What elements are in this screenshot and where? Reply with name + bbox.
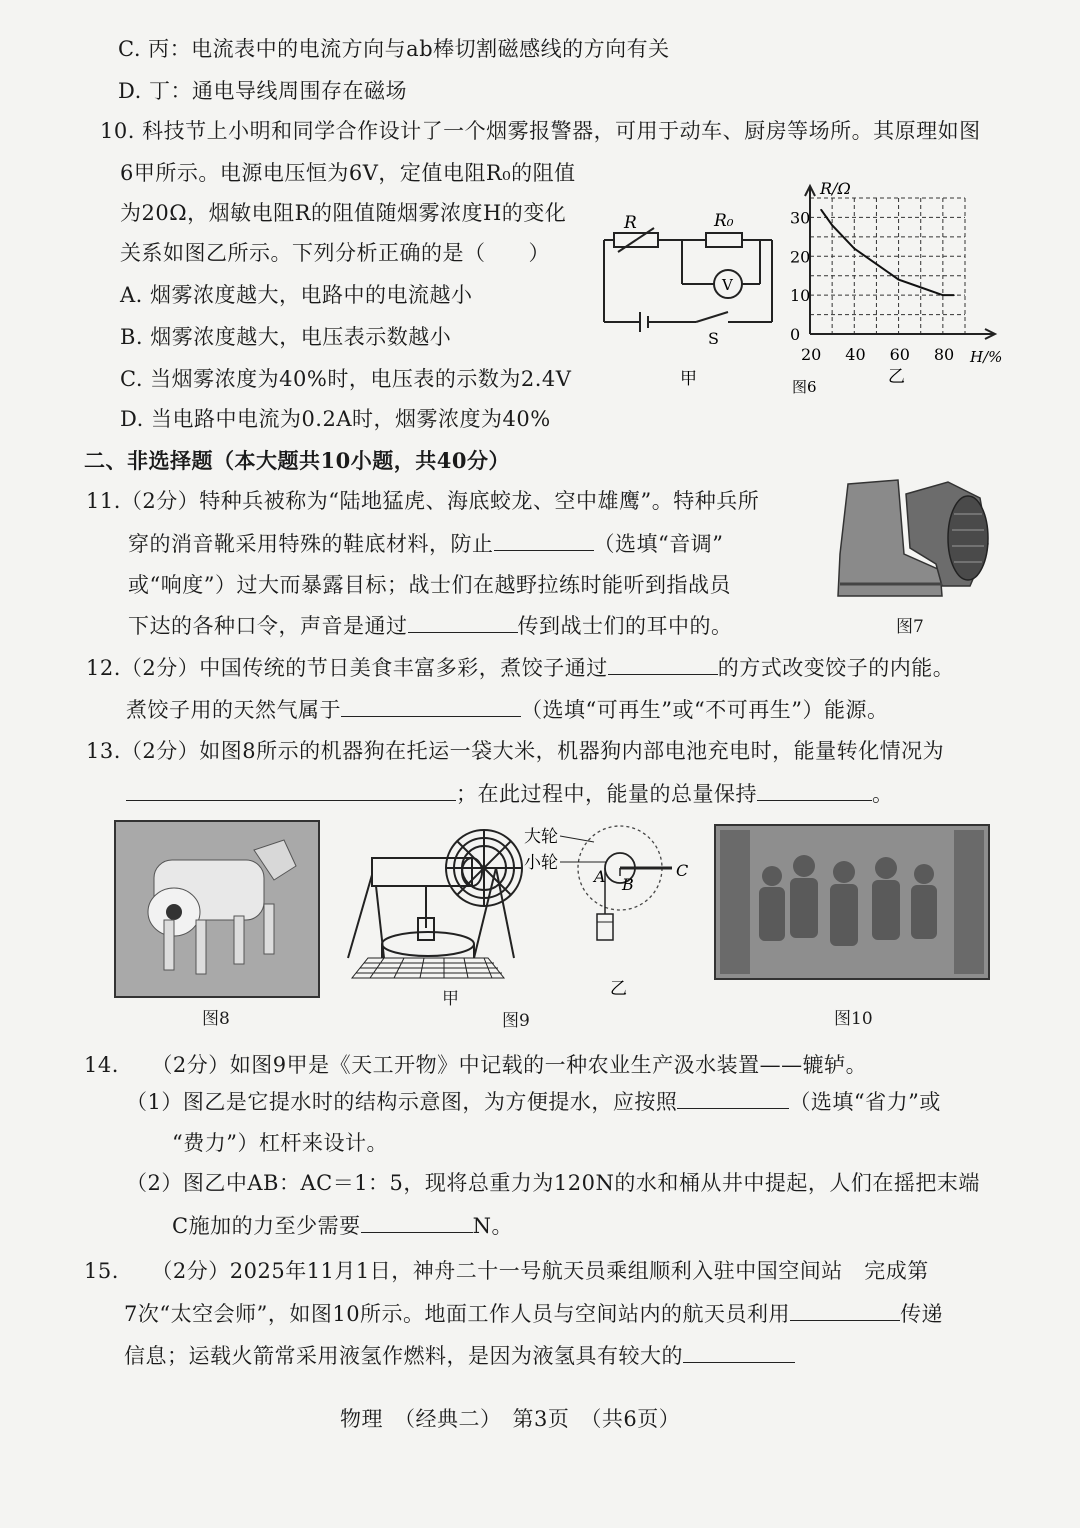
graph-xlabel: H/% xyxy=(970,348,1003,366)
resistance-concentration-graph xyxy=(790,180,1020,400)
q11-line1: 11.（2分）特种兵被称为“陆地猛虎、海底蛟龙、空中雄鹰”。特种兵所 xyxy=(86,489,760,513)
q11-blank2[interactable] xyxy=(408,610,518,633)
q12-line1: 12.（2分）中国传统的节日美食丰富多彩，煮饺子通过 的方式改变饺子的内能。 xyxy=(86,652,954,683)
q10-stem-line4: 关系如图乙所示。下列分析正确的是（ ） xyxy=(120,241,550,265)
q11-line3: 或“响度”）过大而暴露目标；战士们在越野拉练时能听到指战员 xyxy=(128,573,731,597)
q15-blank1[interactable] xyxy=(790,1298,900,1321)
q15-blank2[interactable] xyxy=(683,1340,795,1363)
y-tick-label: 30 xyxy=(790,208,811,228)
q10-option-c: C. 当烟雾浓度为40%时，电压表的示数为2.4V xyxy=(120,367,572,391)
q13-line1: 13.（2分）如图8所示的机器狗在托运一袋大米，机器狗内部电池充电时，能量转化情况为 xyxy=(86,739,945,763)
graph-caption: 乙 xyxy=(888,367,905,387)
page-footer: 物理 （经典二） 第3页 （共6页） xyxy=(340,1407,681,1431)
label-small-wheel: 小轮 xyxy=(524,853,558,873)
graph-ylabel: R/Ω xyxy=(820,180,851,198)
figure8-robot-dog-photo xyxy=(114,820,320,998)
q12-blank1[interactable] xyxy=(608,652,718,675)
figure9b-wheel-axle-schematic xyxy=(520,818,710,998)
figure9a-windlass-drawing xyxy=(344,818,534,988)
curve-point xyxy=(853,248,855,250)
curve-point xyxy=(920,287,922,289)
curve-point xyxy=(942,294,944,296)
q15-line1: 15. （2分）2025年11月1日，神舟二十一号航天员乘组顺利入驻中国空间站 完成第 xyxy=(84,1259,929,1283)
q10-stem-line2: 6甲所示。电源电压恒为6V，定值电阻R₀的阻值 xyxy=(120,161,576,185)
curve-point xyxy=(898,279,900,281)
label-r0: R₀ xyxy=(714,211,734,231)
x-tick-label: 20 xyxy=(801,345,822,364)
y-tick-label: 20 xyxy=(790,247,811,267)
x-tick-label: 60 xyxy=(889,345,910,364)
q11-blank1[interactable] xyxy=(494,528,594,551)
q15-line2: 7次“太空会师”，如图10所示。地面工作人员与空间站内的航天员利用 传递 xyxy=(124,1298,943,1329)
circuit-caption: 甲 xyxy=(680,369,697,389)
circuit-diagram xyxy=(596,200,786,396)
fixed-resistor-r0 xyxy=(706,233,742,247)
q14-part1-cont: “费力”）杠杆来设计。 xyxy=(172,1131,388,1155)
r-vs-h-curve xyxy=(821,210,954,295)
label-c: C xyxy=(676,861,689,880)
q14-line1: 14. （2分）如图9甲是《天工开物》中记载的一种农业生产汲水装置——辘轳。 xyxy=(84,1053,868,1077)
section2-heading: 二、非选择题（本大题共10小题，共40分） xyxy=(84,448,510,473)
curve-point xyxy=(876,263,878,265)
q14-part2: （2）图乙中AB：AC＝1：5，现将总重力为120N的水和桶从井中提起，人们在摇把末端 xyxy=(126,1171,980,1195)
label-b: B xyxy=(622,875,634,894)
figure9a-caption: 甲 xyxy=(442,989,459,1009)
q14-part1: （1）图乙是它提水时的结构示意图，为方便提水，应按照 （选填“省力”或 xyxy=(126,1086,941,1117)
q9-option-d: D. 丁：通电导线周围存在磁场 xyxy=(118,79,407,103)
q11-line2: 穿的消音靴采用特殊的鞋底材料，防止 （选填“音调” xyxy=(128,528,723,559)
figure10-astronauts-photo xyxy=(714,824,990,980)
y-tick-label: 0 xyxy=(790,325,801,344)
figure7-boots xyxy=(830,474,1000,604)
figure7-caption: 图7 xyxy=(896,617,924,637)
q10-option-a: A. 烟雾浓度越大，电路中的电流越小 xyxy=(120,283,473,307)
label-a: A xyxy=(594,867,606,886)
q14-part2-cont: C施加的力至少需要 N。 xyxy=(172,1210,513,1241)
q11-line4: 下达的各种口令，声音是通过 传到战士们的耳中的。 xyxy=(128,610,733,641)
q12-blank2[interactable] xyxy=(341,694,521,717)
figure9b-caption: 乙 xyxy=(610,979,627,998)
label-big-wheel: 大轮 xyxy=(524,827,558,847)
q9-option-c: C. 丙：电流表中的电流方向与ab棒切割磁感线的方向有关 xyxy=(118,37,670,61)
figure10-caption: 图10 xyxy=(834,1009,873,1029)
label-v: V xyxy=(722,276,733,294)
label-r: R xyxy=(624,213,637,233)
y-tick-label: 10 xyxy=(790,286,811,306)
figure6-caption: 图6 xyxy=(792,378,817,396)
curve-point xyxy=(953,294,955,296)
q13-blank1[interactable] xyxy=(126,778,456,801)
q13-blank2[interactable] xyxy=(757,778,872,801)
q13-line2: ；在此过程中，能量的总量保持 。 xyxy=(126,778,894,809)
q10-stem-line1: 10. 科技节上小明和同学合作设计了一个烟雾报警器，可用于动车、厨房等场所。其原理如图 xyxy=(100,119,981,143)
x-tick-label: 40 xyxy=(845,345,866,364)
x-tick-label: 80 xyxy=(933,345,955,364)
q14-blank2[interactable] xyxy=(361,1210,473,1233)
curve-point xyxy=(831,224,833,226)
q15-line3: 信息；运载火箭常采用液氢作燃料，是因为液氢具有较大的 xyxy=(124,1340,795,1371)
figure8-caption: 图8 xyxy=(202,1009,230,1029)
figure9-caption: 图9 xyxy=(502,1011,530,1031)
label-s: S xyxy=(708,329,719,348)
q10-option-d: D. 当电路中电流为0.2A时，烟雾浓度为40% xyxy=(120,407,551,431)
q14-blank1[interactable] xyxy=(677,1086,789,1109)
q10-option-b: B. 烟雾浓度越大，电压表示数越小 xyxy=(120,325,452,349)
q10-stem-line3: 为20Ω，烟敏电阻R的阻值随烟雾浓度H的变化 xyxy=(120,201,567,225)
q12-line2: 煮饺子用的天然气属于 （选填“可再生”或“不可再生”）能源。 xyxy=(126,694,888,725)
curve-point xyxy=(820,209,822,211)
